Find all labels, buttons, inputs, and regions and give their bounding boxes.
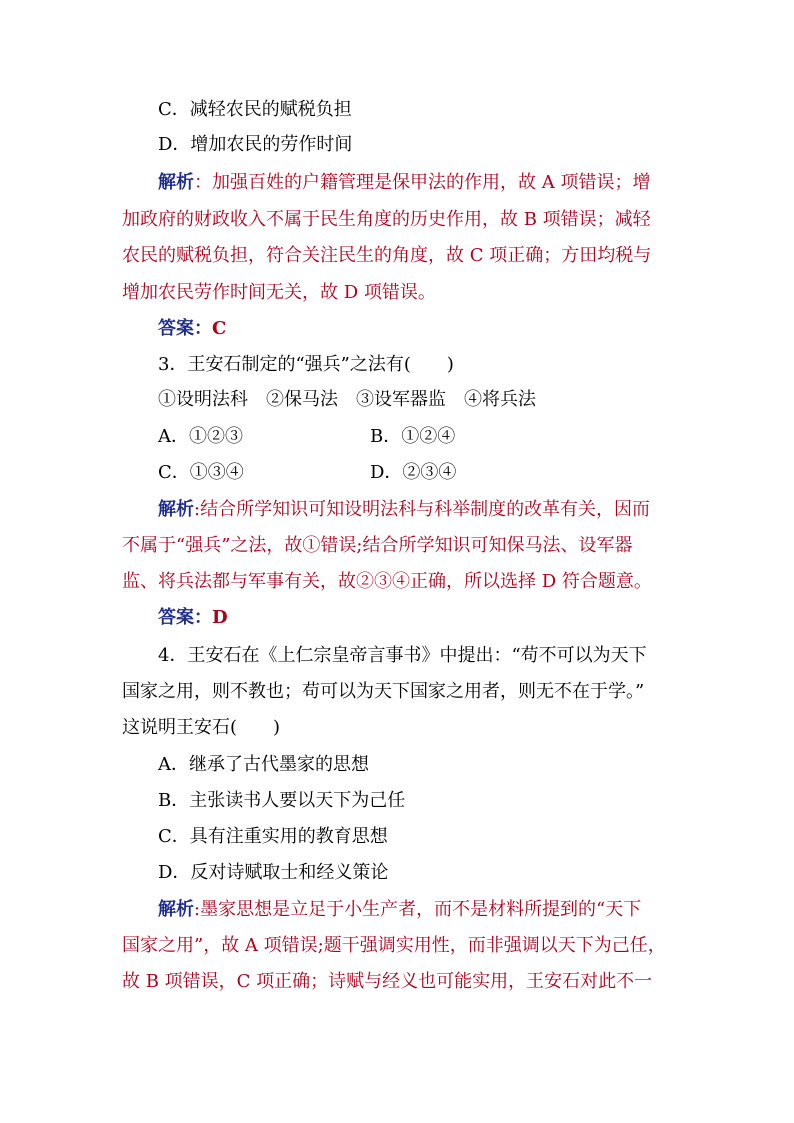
q3-option-b: B．①②④ xyxy=(370,426,456,447)
q4-analysis-line-2: 国家之用”，故 A 项错误;题干强调实用性，而非强调以天下为己任， xyxy=(122,935,666,956)
q2-answer-label: 答案： xyxy=(158,318,212,339)
q3-option-c: C．①③④ xyxy=(158,462,244,483)
q4-option-c: C．具有注重实用的教育思想 xyxy=(158,826,388,847)
q3-answer-label: 答案： xyxy=(158,607,212,628)
q2-analysis-line-3: 农民的赋税负担，符合关注民生的角度，故 C 项正确；方田均税与 xyxy=(122,245,652,266)
q4-option-d: D．反对诗赋取士和经义策论 xyxy=(158,862,389,883)
q4-stem-line-1: 4．王安石在《上仁宗皇帝言事书》中提出：“苟不可以为天下 xyxy=(158,645,647,666)
q3-analysis-line-1: 解析:结合所学知识可知设明法科与科举制度的改革有关，因而 xyxy=(158,499,651,520)
q3-option-d: D．②③④ xyxy=(370,462,457,483)
q3-stem: 3．王安石制定的“强兵”之法有( ) xyxy=(158,354,454,375)
q3-analysis-label: 解析 xyxy=(158,499,194,520)
q3-option-a: A．①②③ xyxy=(158,426,243,447)
q4-option-a: A．继承了古代墨家的思想 xyxy=(158,754,369,775)
q3-answer xyxy=(158,607,228,629)
q4-analysis-line-1: 解析:墨家思想是立足于小生产者，而不是材料所提到的“天下 xyxy=(158,899,642,920)
q3-items: ①设明法科 ②保马法 ③设军器监 ④将兵法 xyxy=(158,389,536,410)
q4-stem-line-3: 这说明王安石( ) xyxy=(122,717,281,738)
q4-option-b: B．主张读书人要以天下为己任 xyxy=(158,790,406,811)
q3-options-row-2 xyxy=(158,462,244,484)
q4-analysis-label: 解析 xyxy=(158,899,194,920)
q2-answer-value: C xyxy=(212,318,227,339)
q3-analysis-line-2: 不属于“强兵”之法，故①错误;结合所学知识可知保马法、设军器 xyxy=(122,535,633,556)
q4-analysis-line-3: 故 B 项错误，C 项正确；诗赋与经义也可能实用，王安石对此不一 xyxy=(122,971,653,992)
q4-stem-line-2: 国家之用，则不教也；苟可以为天下国家之用者，则无不在于学。” xyxy=(122,681,645,702)
q2-option-d: D．增加农民的劳作时间 xyxy=(158,134,353,155)
q2-analysis-line-1: 解析：加强百姓的户籍管理是保甲法的作用，故 A 项错误；增 xyxy=(158,172,651,193)
q3-answer-value: D xyxy=(212,607,228,628)
q2-analysis-line-2: 加政府的财政收入不属于民生角度的历史作用，故 B 项错误；减轻 xyxy=(122,209,651,230)
q2-analysis-line-4: 增加农民劳作时间无关，故 D 项错误。 xyxy=(122,282,436,303)
q2-answer xyxy=(158,318,226,340)
q2-analysis-label: 解析 xyxy=(158,172,194,193)
q2-option-c: C．减轻农民的赋税负担 xyxy=(158,99,352,120)
q3-options-row-1 xyxy=(158,426,243,448)
q3-analysis-line-3: 监、将兵法都与军事有关，故②③④正确，所以选择 D 符合题意。 xyxy=(122,571,652,592)
